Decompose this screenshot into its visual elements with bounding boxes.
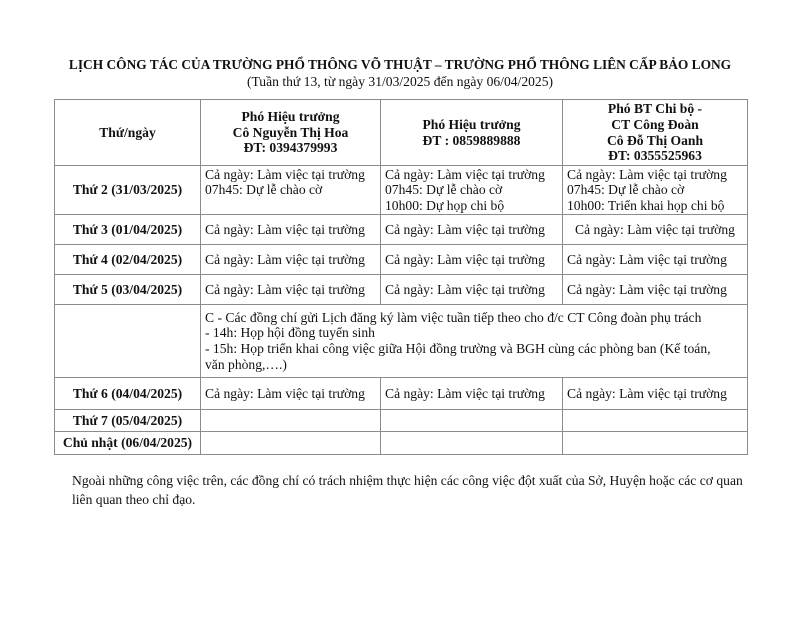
schedule-cell: Cả ngày: Làm việc tại trường	[563, 215, 748, 245]
schedule-cell: Cả ngày: Làm việc tại trường 07h45: Dự lễ chào cờ	[201, 166, 381, 215]
header-union-chair: Phó BT Chi bộ - CT Công Đoàn Cô Đỗ Thị Oanh ĐT: 0355525963	[563, 100, 748, 166]
schedule-cell: Cả ngày: Làm việc tại trường	[201, 378, 381, 410]
document-title: LỊCH CÔNG TÁC CỦA TRƯỜNG PHỔ THÔNG VÕ THUẬT – TRƯỜNG PHỔ THÔNG LIÊN CẤP BẢO LONG	[68, 57, 732, 72]
schedule-cell-empty	[201, 410, 381, 432]
document-subtitle: (Tuần thứ 13, từ ngày 31/03/2025 đến ngày 06/04/2025)	[246, 74, 554, 89]
schedule-cell: Cả ngày: Làm việc tại trường 07h45: Dự lễ chào cờ 10h00: Dự họp chi bộ	[381, 166, 563, 215]
table-row	[55, 166, 748, 215]
table-row	[55, 432, 748, 455]
schedule-cell: Cả ngày: Làm việc tại trường 07h45: Dự lễ chào cờ 10h00: Triển khai họp chi bộ	[563, 166, 748, 215]
day-label: Chủ nhật (06/04/2025)	[55, 432, 201, 455]
table-header-row	[55, 100, 748, 166]
table-row	[55, 245, 748, 275]
schedule-cell: Cả ngày: Làm việc tại trường	[201, 245, 381, 275]
schedule-cell: Cả ngày: Làm việc tại trường	[563, 378, 748, 410]
day-label: Thứ 2 (31/03/2025)	[55, 166, 201, 215]
schedule-cell: Cả ngày: Làm việc tại trường	[381, 215, 563, 245]
day-label: Thứ 5 (03/04/2025)	[55, 275, 201, 305]
table-row	[55, 410, 748, 432]
schedule-cell-empty	[381, 410, 563, 432]
schedule-cell-empty	[563, 410, 748, 432]
schedule-cell: Cả ngày: Làm việc tại trường	[381, 378, 563, 410]
day-label: Thứ 6 (04/04/2025)	[55, 378, 201, 410]
day-label: Thứ 4 (02/04/2025)	[55, 245, 201, 275]
schedule-cell-empty	[563, 432, 748, 455]
table-row	[55, 215, 748, 245]
day-label: Thứ 7 (05/04/2025)	[55, 410, 201, 432]
schedule-cell: Cả ngày: Làm việc tại trường	[563, 275, 748, 305]
day-label-empty	[55, 305, 201, 378]
schedule-table	[54, 99, 748, 455]
table-row	[55, 275, 748, 305]
schedule-cell-empty	[381, 432, 563, 455]
schedule-cell-empty	[201, 432, 381, 455]
schedule-cell: Cả ngày: Làm việc tại trường	[381, 245, 563, 275]
schedule-cell: Cả ngày: Làm việc tại trường	[563, 245, 748, 275]
note-cell: C - Các đồng chí gửi Lịch đăng ký làm việc tuần tiếp theo cho đ/c CT Công đoàn phụ trách - 14h: Họp hội đồng tuyển sinh - 15h: Họp triển khai công việc giữa Hội đồng trường và BGH cùng các phòng ban (Kế toán, văn phòng,….)	[201, 305, 748, 378]
header-day: Thứ/ngày	[55, 100, 201, 166]
table-row	[55, 378, 748, 410]
footer-note: Ngoài những công việc trên, các đồng chí có trách nhiệm thực hiện các công việc đột xuất của Sở, Huyện hoặc các cơ quan liên quan theo chỉ đạo.	[72, 473, 743, 507]
schedule-cell: Cả ngày: Làm việc tại trường	[381, 275, 563, 305]
schedule-cell: Cả ngày: Làm việc tại trường	[201, 215, 381, 245]
header-vice-principal-2: Phó Hiệu trưởng ĐT : 0859889888	[381, 100, 563, 166]
day-label: Thứ 3 (01/04/2025)	[55, 215, 201, 245]
header-vice-principal-1: Phó Hiệu trưởng Cô Nguyễn Thị Hoa ĐT: 0394379993	[201, 100, 381, 166]
table-row-note	[55, 305, 748, 378]
schedule-cell: Cả ngày: Làm việc tại trường	[201, 275, 381, 305]
